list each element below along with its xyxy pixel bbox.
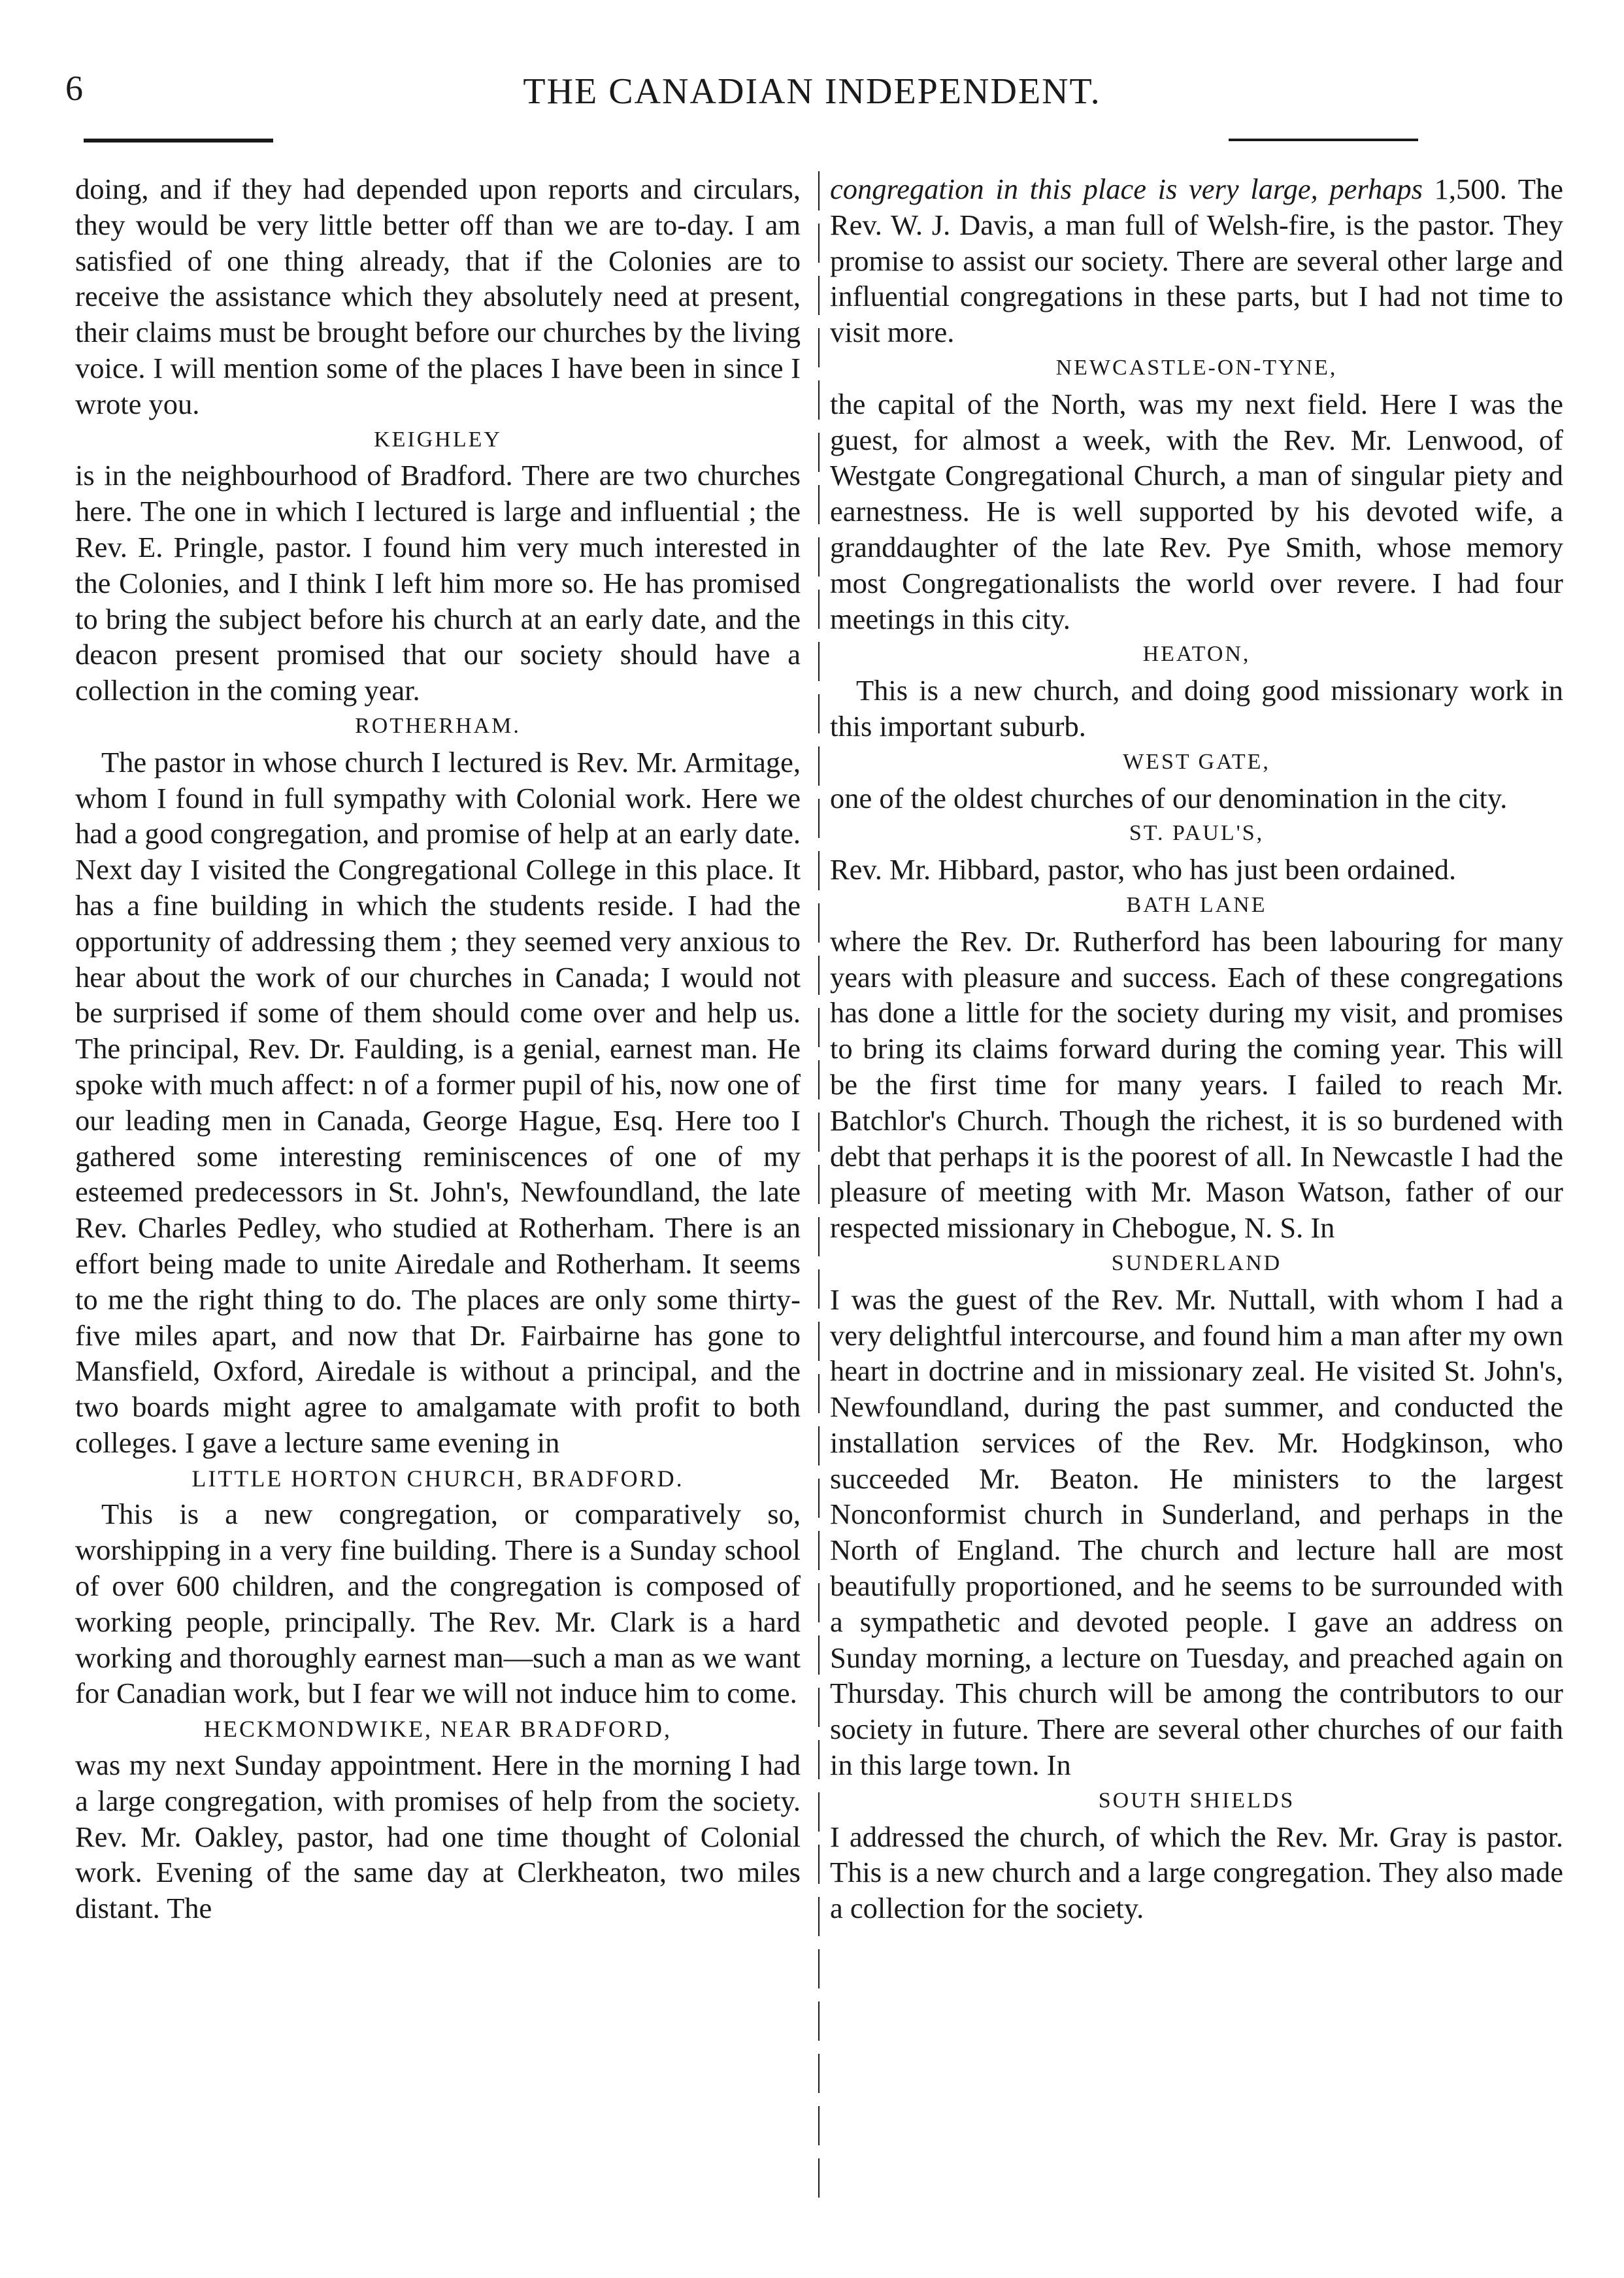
section-heading: HECKMONDWIKE, NEAR BRADFORD, xyxy=(203,1716,672,1743)
section-heading: LITTLE HORTON CHURCH, BRADFORD. xyxy=(191,1465,684,1492)
section-heading: KEIGHLEY xyxy=(374,427,502,452)
section-heading: SUNDERLAND xyxy=(1111,1250,1282,1275)
section-heading: ROTHERHAM. xyxy=(355,713,521,738)
section-heading: SOUTH SHIELDS xyxy=(1098,1788,1295,1813)
section-heading: BATH LANE xyxy=(1126,892,1267,917)
right-column xyxy=(830,171,1563,1926)
header-rule-right xyxy=(1229,139,1418,141)
paragraph: The pastor in whose church I lectured is Rev. Mr. Armitage, whom I found in full sympathy with Colonial work. Here we had a good congregation, and promise of help at an early date. Next day I visited the Congregational College in this place. It has a fine building in which the students reside. I had the opportunity of addressing them ; they seemed very anxious to hear about the work of our churches in Canada; I would not be surprised if some of them should come over and help us. The principal, Rev. Dr. Faulding, is a genial, earnest man. He spoke with much affect: n of a former pupil of his, now one of our leading men in Canada, George Hague, Esq. Here too I gathered some interesting reminiscences of one of my esteemed predecessors in St. John's, Newfoundland, the late Rev. Charles Pedley, who studied at Rotherham. There is an effort being made to unite Airedale and Rotherham. It seems to me the right thing to do. The places are only some thirty-five miles apart, and now that Dr. Fairbairne has gone to Mansfield, Oxford, Airedale is without a principal, and the two boards might agree to amalgamate with profit to both colleges. I gave a lecture same evening in xyxy=(75,745,801,1459)
italic-text: congregation in this place is very large, perhaps xyxy=(830,173,1423,205)
section-heading: ST. PAUL'S, xyxy=(1129,821,1265,846)
paragraph: doing, and if they had depended upon reports and circulars, they would be very little better off than we are to-day. I am satisfied of one thing already, that if the Colonies are to receive the assistance which they absolutely need at present, their claims must be brought before our churches by the living voice. I will mention some of the places I have been in since I wrote you. xyxy=(75,173,801,420)
paragraph: I was the guest of the Rev. Mr. Nuttall, with whom I had a very delightful intercourse, and found him a man after my own heart in doctrine and in missionary zeal. He visited St. John's, Newfoundland, during the past summer, and conducted the installation services of the Rev. Mr. Hodgkinson, who succeeded Mr. Beaton. He ministers to the largest Nonconformist church in Sunderland, and perhaps in the North of England. The church and lecture hall are most beautifully proportioned, and he seems to be surrounded with a sympathetic and devoted people. I gave an address on Sunday morning, a lecture on Tuesday, and preached again on Thursday. This church will be among the contributors to our society in future. There are several other churches of our faith in this large town. In xyxy=(830,1282,1563,1782)
paragraph: is in the neighbourhood of Bradford. There are two churches here. The one in which I lectured is large and influential ; the Rev. E. Pringle, pastor. I found him very much interested in the Colonies, and I think I left him more so. He has promised to bring the subject before his church at an early date, and the deacon present promised that our society should have a collection in the coming year. xyxy=(75,459,801,707)
column-divider xyxy=(818,171,820,2211)
paragraph: the capital of the North, was my next field. Here I was the guest, for almost a week, with the Rev. Mr. Lenwood, of Westgate Congregational Church, a man of singular piety and earnestness. He is well supported by his devoted wife, a granddaughter of the late Rev. Pye Smith, whose memory most Congregationalists the world over revere. I had four meetings in this city. xyxy=(830,387,1563,635)
paragraph: one of the oldest churches of our denomination in the city. xyxy=(830,781,1508,814)
masthead-title: THE CANADIAN INDEPENDENT. xyxy=(523,71,1101,112)
paragraph xyxy=(830,171,1563,350)
section-heading: NEWCASTLE-ON-TYNE, xyxy=(1055,355,1338,380)
paragraph: This is a new congregation, or comparatively so, worshipping in a very fine building. There is a Sunday school of over 600 children, and the congregation is composed of working people, principally. The Rev. Mr. Clark is a hard working and thoroughly earnest man—such a man as we want for Canadian work, but I fear we will not induce him to come. xyxy=(75,1498,801,1710)
header-rule-left xyxy=(84,139,273,142)
page-number: 6 xyxy=(65,69,83,108)
left-column xyxy=(75,171,801,1926)
paragraph: was my next Sunday appointment. Here in the morning I had a large congregation, with promises of help from the society. Rev. Mr. Oakley, pastor, had one time thought of Colonial work. Evening of the same day at Clerkheaton, two miles distant. The xyxy=(75,1749,801,1925)
section-heading: HEATON, xyxy=(1142,642,1251,667)
paragraph: I addressed the church, of which the Rev. Mr. Gray is pastor. This is a new church and a large congregation. They also made a collection for the society. xyxy=(830,1820,1563,1925)
section-heading: WEST GATE, xyxy=(1123,749,1270,774)
paragraph: This is a new church, and doing good missionary work in this important suburb. xyxy=(830,674,1563,743)
paragraph: where the Rev. Dr. Rutherford has been labouring for many years with pleasure and success. Each of these congregations has done a little for the society during my visit, and promises to bring its claims forward during the coming year. This will be the first time for many years. I failed to reach Mr. Batchlor's Church. Though the richest, it is so burdened with debt that perhaps it is the poorest of all. In Newcastle I had the pleasure of meeting with Mr. Mason Watson, father of our respected missionary in Chebogue, N. S. In xyxy=(830,924,1563,1245)
paragraph: Rev. Mr. Hibbard, pastor, who has just been ordained. xyxy=(830,853,1457,886)
paragraph-text: 1,500. The Rev. W. J. Davis, a man full of Welsh-fire, is the pastor. They promise to assist our society. There are several other large and influential congregations in these parts, but I had not time to visit more. xyxy=(830,173,1563,349)
